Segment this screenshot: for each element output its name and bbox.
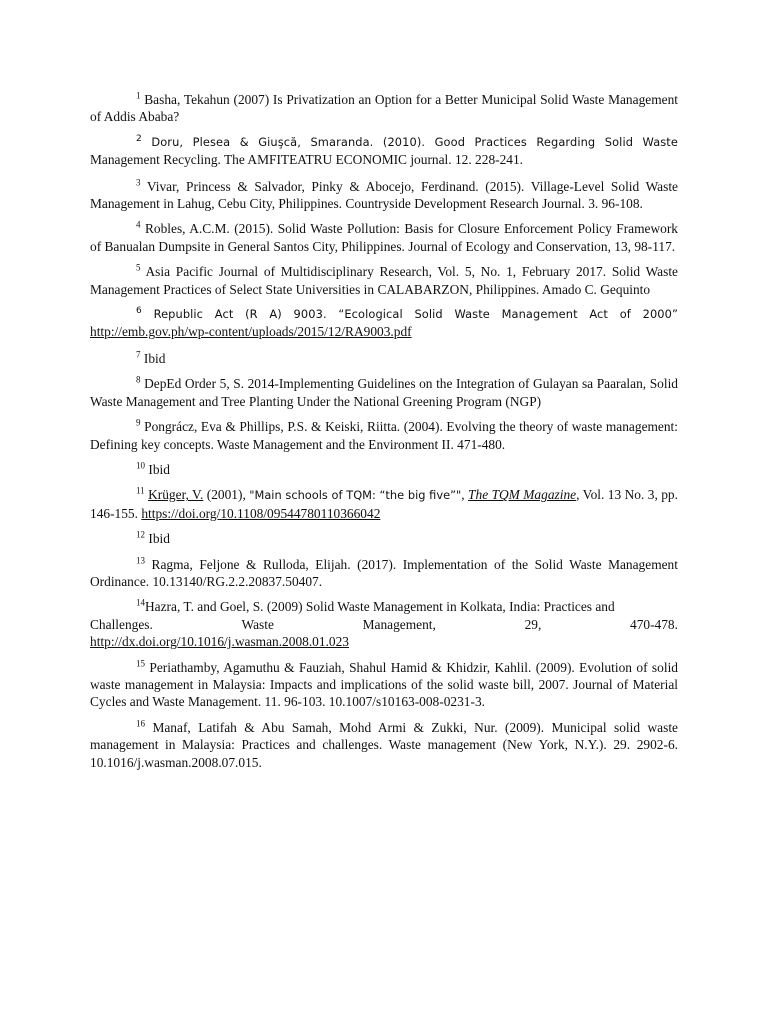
footnote-10: $^{10}$ Ibid	[136, 460, 170, 477]
footnote-9: $^9$ Pongrácz, Eva & Phillips, P.S. & Keiski, Riitta. (2004). Evolving the theory of waste management: Defining key concepts. Waste Management and the Environment II. 471-480.	[90, 417, 679, 452]
journal-link[interactable]: The TQM Magazine	[468, 487, 577, 503]
footnote-text: DepEd Order 5, S. 2014-Implementing Guidelines on the Integration of Gulayan sa Paaralan, Solid Waste Management and Tree Planting Under the National Greening Program (NGP)	[90, 376, 678, 409]
footnote-text: Ibid	[148, 531, 170, 547]
footnote-15: $^{15}$ Periathamby, Agamuthu & Fauziah, Shahul Hamid & Khidzir, Kahlil. (2009). Evolution of solid waste management in Malaysia: Impacts and implications of the solid waste bill, 2007. Journal of Material Cycles and Waste Management. 11. 96-103. 10.1007/s10163-008-0231-3.	[90, 658, 678, 710]
footnote-details: , Vol. 13 No. 3, pp. 146-155.	[90, 487, 678, 521]
footnote-6: $^6$ Republic Act (R A) 9003. “Ecological Solid Waste Management Act of 2000” http://emb.gov.ph/wp-content/uploads/2015/12/RA9003.pdf	[90, 306, 678, 340]
footnote-text: Manaf, Latifah & Abu Samah, Mohd Armi & Zukki, Nur. (2009). Municipal solid waste management in Malaysia: Practices and challenges. Waste management (New York, N.Y.). 29. 2902-6. 10.1016/j.wasman.2008.07.015.	[90, 719, 678, 770]
footnote-link[interactable]: http://emb.gov.ph/wp-content/uploads/2015/12/RA9003.pdf	[90, 324, 412, 340]
footnote-8: $^8$ DepEd Order 5, S. 2014-Implementing Guidelines on the Integration of Gulayan sa Paaralan, Solid Waste Management and Tree Planting Under the National Greening Program (NGP)	[90, 374, 678, 409]
footnote-text: Hazra, T. and Goel, S. (2009) Solid Waste Management in Kolkata, India: Practices and	[145, 599, 615, 615]
footnote-16: $^{16}$ Manaf, Latifah & Abu Samah, Mohd Armi & Zukki, Nur. (2009). Municipal solid waste management in Malaysia: Practices and challenges. Waste management (New York, N.Y.). 29. 2902-6. 10.1016/j.wasman.2008.07.015.	[90, 718, 678, 770]
footnote-5: $^5$ Asia Pacific Journal of Multidisciplinary Research, Vol. 5, No. 1, February 2017. Solid Waste Management Practices of Select State Universities in CALABARZON, Philippines. Amado C. Gequinto	[90, 262, 679, 297]
footnote-text: Periathamby, Agamuthu & Fauziah, Shahul Hamid & Khidzir, Kahlil. (2009). Evolution of solid waste management in Malaysia: Impacts and implications of the solid waste bill, 2007. Journal of Material Cycles and Waste Management. 11. 96-103. 10.1007/s10163-008-0231-3.	[90, 659, 678, 710]
footnote-12: $^{12}$ Ibid	[136, 529, 170, 547]
footnote-13: $^{13}$ Ragma, Feljone & Rulloda, Elijah. (2017). Implementation of the Solid Waste Management Ordinance. 10.13140/RG.2.2.20837.50407.	[90, 555, 678, 589]
footnote-text: Vivar, Princess & Salvador, Pinky & Abocejo, Ferdinand. (2015). Village-Level Solid Waste Management in Lahug, Cebu City, Philippines. Countryside Development Research Journal. 3. 96-108.	[90, 178, 678, 212]
footnote-justified-line: Challenges. Waste Management, 29, 470-478.	[90, 616, 678, 632]
separator-text: ,	[461, 487, 469, 503]
footnote-1: $^1$ Basha, Tekahun (2007) Is Privatization an Option for a Better Municipal Solid Waste Management of Addis Ababa?	[90, 90, 678, 125]
article-title: "Main schools of TQM: “the big five”"	[249, 488, 462, 503]
footnote-text: Republic Act (R A) 9003. “Ecological Solid Waste Management Act of 2000”	[153, 307, 678, 322]
footnotes-page	[90, 91, 678, 779]
footnote-text: Asia Pacific Journal of Multidisciplinary Research, Vol. 5, No. 1, February 2017. Solid Waste Management Practices of Select State Universities in CALABARZON, Philippines. Amado C. Gequinto	[90, 264, 679, 297]
footnote-14: $^{14}$Hazra, T. and Goel, S. (2009) Solid Waste Management in Kolkata, India: Practices and Challenges. Waste Management, 29, 470-478. http://dx.doi.org/10.1016/j.wasman.2008.01.023	[90, 597, 678, 650]
footnote-text: Ragma, Feljone & Rulloda, Elijah. (2017). Implementation of the Solid Waste Management Ordinance. 10.13140/RG.2.2.20837.50407.	[90, 556, 678, 589]
footnote-2: $^2$ Doru, Plesea & Giuşcă, Smaranda. (2010). Good Practices Regarding Solid Waste Management Recycling. The AMFITEATRU ECONOMIC journal. 12. 228-241.	[90, 134, 678, 168]
footnote-7: $^7$ Ibid	[136, 349, 166, 366]
doi-link[interactable]: http://dx.doi.org/10.1016/j.wasman.2008.01.023	[90, 634, 350, 650]
footnote-text: Ibid	[148, 461, 170, 477]
footnote-text: Ibid	[143, 350, 166, 366]
footnote-4: $^4$ Robles, A.C.M. (2015). Solid Waste Pollution: Basis for Closure Enforcement Policy Framework of Banualan Dumpsite in General Santos City, Philippines. Journal of Ecology and Conservation, 13, 98-117.	[90, 219, 678, 254]
footnote-text-cont: Management Recycling. The AMFITEATRU ECONOMIC journal. 12. 228-241.	[90, 152, 524, 168]
author-link[interactable]: Krüger, V.	[148, 487, 204, 503]
footnote-text: Basha, Tekahun (2007) Is Privatization an Option for a Better Municipal Solid Waste Management of Addis Ababa?	[90, 92, 678, 125]
footnote-text: Robles, A.C.M. (2015). Solid Waste Pollution: Basis for Closure Enforcement Policy Framework of Banualan Dumpsite in General Santos City, Philippines. Journal of Ecology and Conservation, 13, 98-117.	[90, 221, 678, 254]
footnote-3: $^3$ Vivar, Princess & Salvador, Pinky & Abocejo, Ferdinand. (2015). Village-Level Solid Waste Management in Lahug, Cebu City, Philippines. Countryside Development Research Journal. 3. 96-108.	[90, 177, 678, 212]
footnote-11: $^{11}$ Krüger, V. (2001), "Main schools of TQM: “the big five”", The TQM Magazine, Vol. 13 No. 3, pp. 146-155. https://doi.org/10.1108/09544780110366042	[90, 485, 678, 521]
footnote-year: (2001),	[206, 487, 250, 503]
footnote-text: Pongrácz, Eva & Phillips, P.S. & Keiski, Riitta. (2004). Evolving the theory of waste management: Defining key concepts. Waste Management and the Environment II. 471-480.	[90, 419, 679, 452]
doi-link[interactable]: https://doi.org/10.1108/09544780110366042	[141, 505, 381, 521]
footnote-text: Doru, Plesea & Giuşcă, Smaranda. (2010). Good Practices Regarding Solid Waste	[151, 134, 678, 149]
